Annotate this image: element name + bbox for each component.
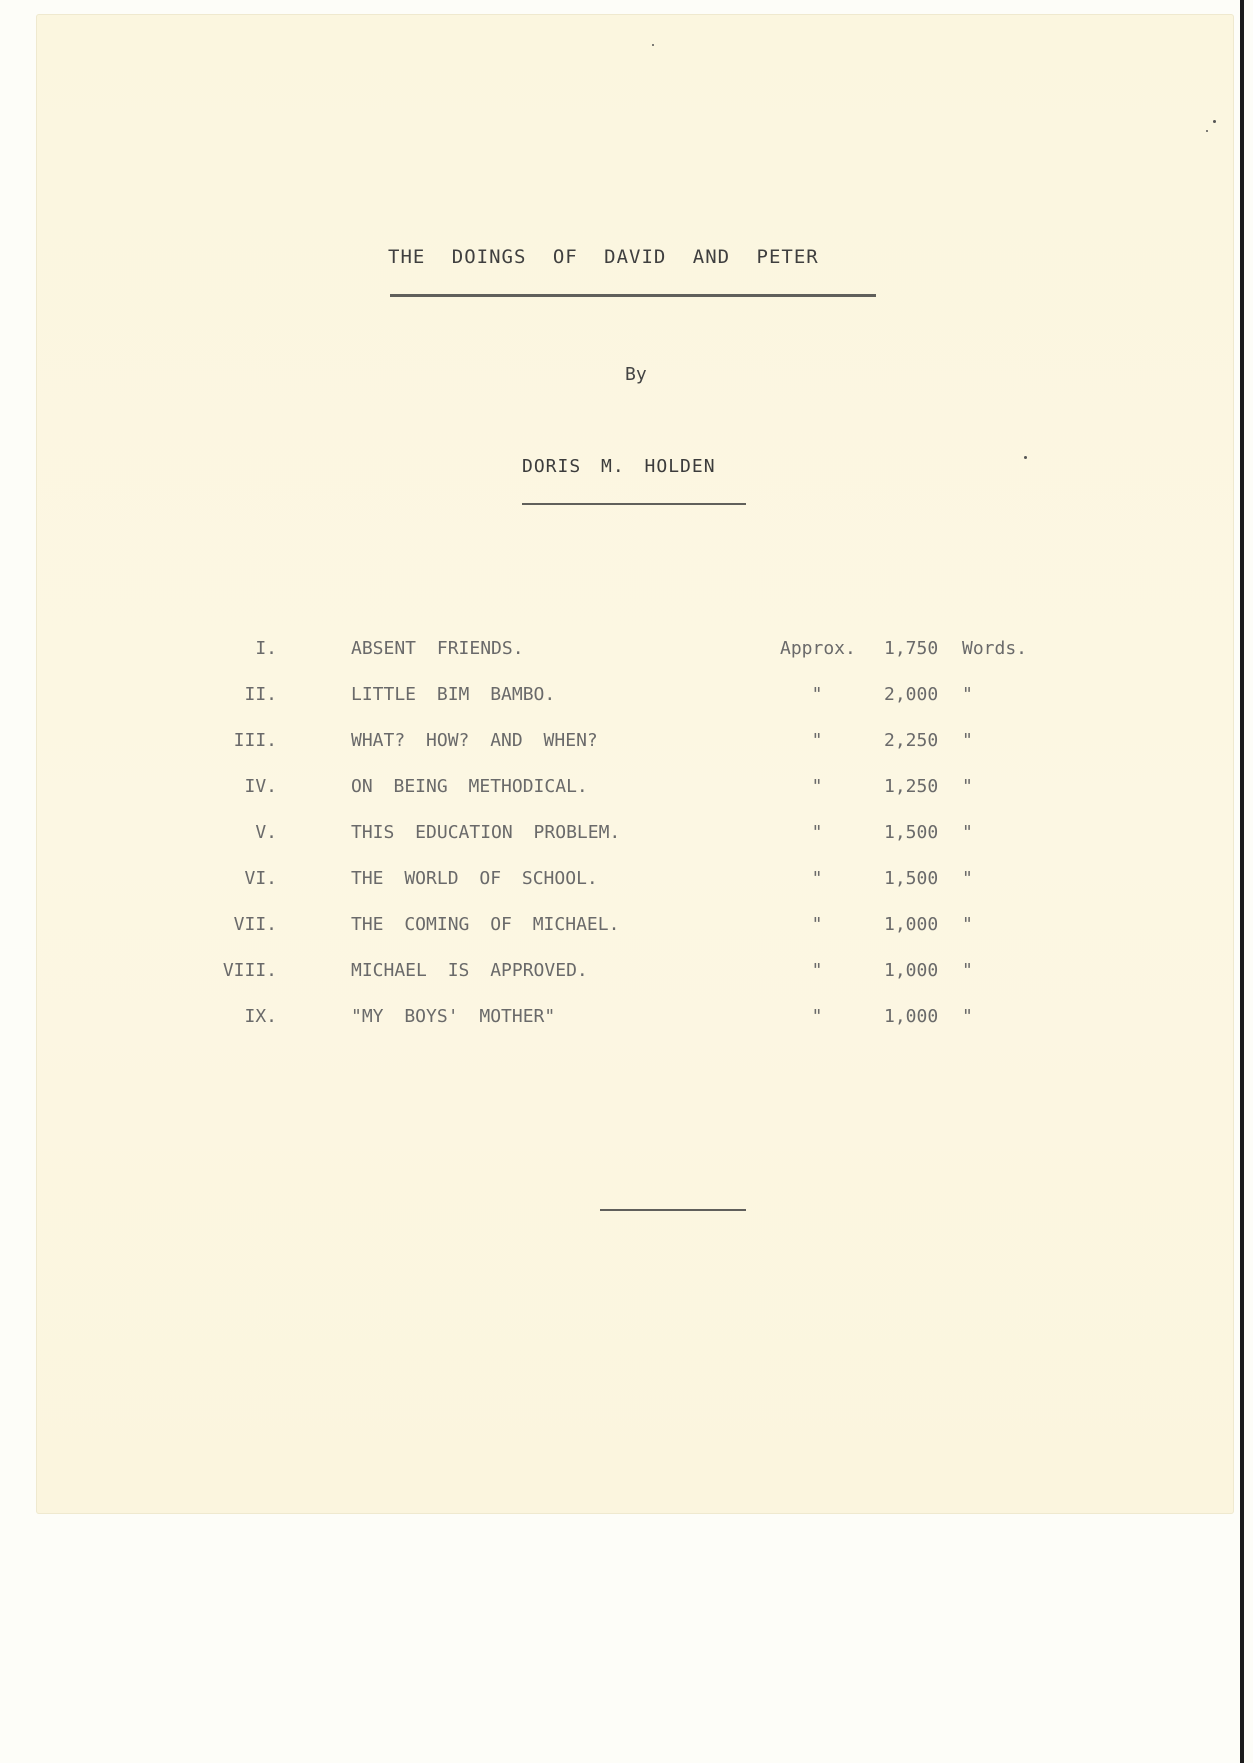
- toc-row: [0, 868, 1253, 898]
- document-title: THE DOINGS OF DAVID AND PETER: [388, 246, 819, 268]
- paper-speck: [1024, 456, 1027, 459]
- byline-by: By: [625, 364, 647, 385]
- toc-row: [0, 730, 1253, 760]
- toc-chapter-title: THE COMING OF MICHAEL.: [351, 914, 620, 935]
- toc-word-count: 1,500: [884, 822, 939, 843]
- toc-word-count: 1,250: [884, 776, 939, 797]
- toc-approx: ": [811, 730, 823, 751]
- toc-approx: ": [811, 960, 823, 981]
- toc-word-count: 2,000: [884, 684, 939, 705]
- toc-chapter-number: IV.: [244, 776, 277, 797]
- end-divider: [600, 1209, 746, 1211]
- toc-approx: ": [811, 1006, 823, 1027]
- toc-chapter-title: THIS EDUCATION PROBLEM.: [351, 822, 621, 843]
- toc-unit: ": [962, 868, 973, 889]
- toc-row: [0, 914, 1253, 944]
- toc-approx: ": [811, 914, 823, 935]
- toc-approx: ": [811, 776, 823, 797]
- toc-chapter-number: I.: [255, 638, 277, 659]
- toc-word-count: 1,750: [884, 638, 939, 659]
- author-underline: [522, 503, 746, 505]
- toc-row: [0, 1006, 1253, 1036]
- toc-row: [0, 776, 1253, 806]
- toc-chapter-number: II.: [244, 684, 277, 705]
- toc-chapter-title: THE WORLD OF SCHOOL.: [351, 868, 598, 889]
- toc-row: [0, 638, 1253, 668]
- toc-row: [0, 684, 1253, 714]
- title-underline: [390, 294, 876, 297]
- toc-word-count: 1,000: [884, 1006, 939, 1027]
- toc-approx: Approx.: [780, 638, 856, 659]
- toc-chapter-title: MICHAEL IS APPROVED.: [351, 960, 588, 981]
- toc-word-count: 1,500: [884, 868, 939, 889]
- toc-approx: ": [811, 684, 823, 705]
- toc-chapter-number: IX.: [244, 1006, 277, 1027]
- toc-chapter-number: VII.: [233, 914, 277, 935]
- toc-unit: ": [962, 1006, 973, 1027]
- toc-chapter-title: LITTLE BIM BAMBO.: [351, 684, 556, 705]
- toc-chapter-number: III.: [233, 730, 277, 751]
- paper-sheet: [36, 14, 1234, 1514]
- toc-row: [0, 960, 1253, 990]
- toc-chapter-title: ABSENT FRIENDS.: [351, 638, 524, 659]
- toc-unit: ": [962, 960, 973, 981]
- toc-word-count: 1,000: [884, 960, 939, 981]
- toc-unit: ": [962, 684, 973, 705]
- toc-approx: ": [811, 868, 823, 889]
- toc-chapter-title: "MY BOYS' MOTHER": [351, 1006, 556, 1027]
- toc-unit: Words.: [962, 638, 1028, 659]
- toc-unit: ": [962, 822, 973, 843]
- toc-chapter-number: V.: [255, 822, 277, 843]
- toc-chapter-title: WHAT? HOW? AND WHEN?: [351, 730, 598, 751]
- toc-chapter-title: ON BEING METHODICAL.: [351, 776, 588, 797]
- author-name: DORIS M. HOLDEN: [522, 456, 716, 477]
- toc-chapter-number: VI.: [244, 868, 277, 889]
- toc-unit: ": [962, 730, 973, 751]
- toc-unit: ": [962, 914, 973, 935]
- paper-speck: [652, 44, 654, 46]
- toc-row: [0, 822, 1253, 852]
- toc-approx: ": [811, 822, 823, 843]
- toc-word-count: 1,000: [884, 914, 939, 935]
- paper-speck: [1206, 130, 1208, 132]
- toc-chapter-number: VIII.: [222, 960, 277, 981]
- toc-unit: ": [962, 776, 973, 797]
- toc-word-count: 2,250: [884, 730, 939, 751]
- paper-speck: [1213, 120, 1216, 123]
